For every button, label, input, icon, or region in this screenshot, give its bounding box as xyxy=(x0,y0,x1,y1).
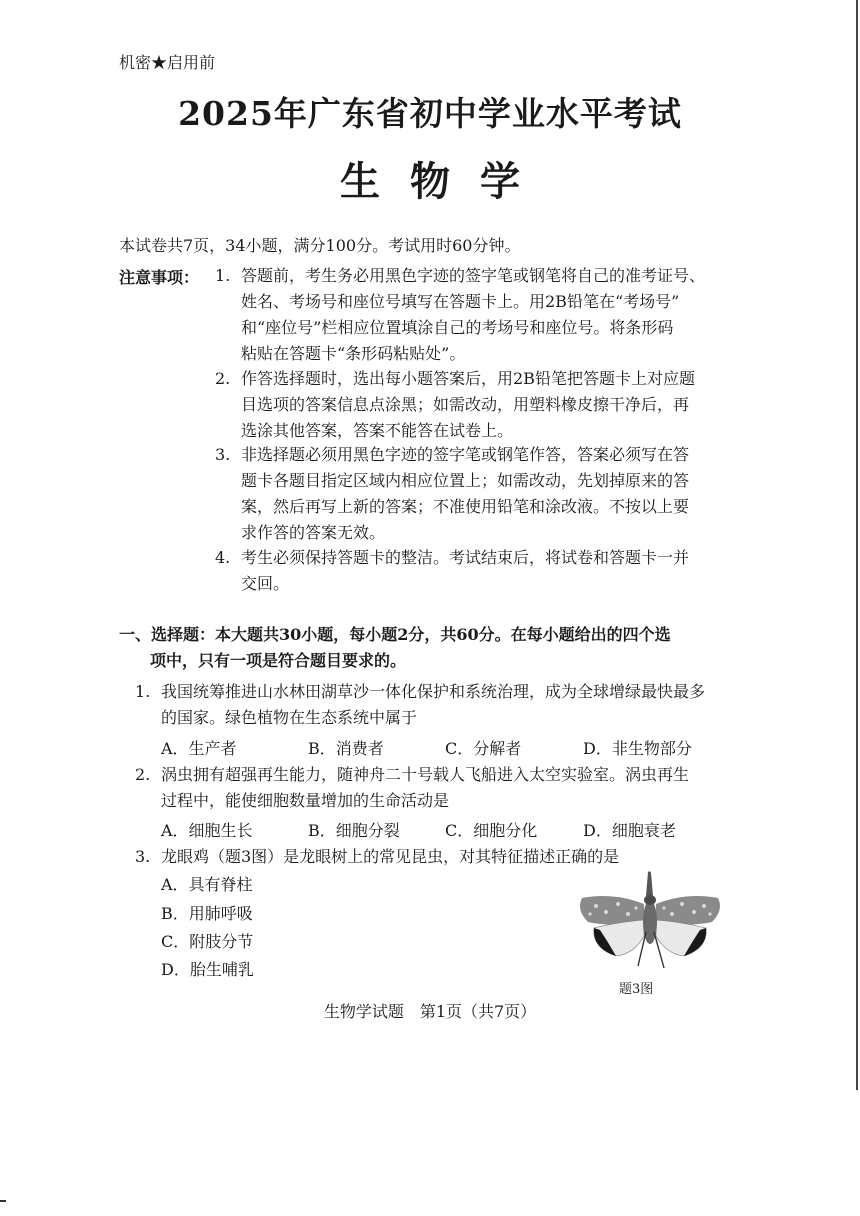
notice-line: 答题前，考生务必用黑色字迹的签字笔或钢笔将自己的准考证号、 xyxy=(241,266,706,285)
notice-line: 目选项的答案信息点涂黑；如需改动，用塑料橡皮擦干净后，再 xyxy=(241,395,690,414)
question-2 xyxy=(135,762,745,814)
question-line: 过程中，能使细胞数量增加的生命活动是 xyxy=(161,791,450,810)
section-heading xyxy=(119,622,749,674)
notice-number: 2. xyxy=(215,369,231,388)
notice-line: 和“座位号”栏相应位置填涂自己的考场号和座位号。将条形码 xyxy=(241,318,674,337)
option-d: D．胎生哺乳 xyxy=(161,960,254,979)
notice-line: 题卡各题目指定区域内相应位置上；如需改动，先划掉原来的答 xyxy=(241,471,690,490)
notice-line: 非选择题必须用黑色字迹的签字笔或钢笔作答，答案必须写在答 xyxy=(241,445,690,464)
scan-edge-line xyxy=(856,0,858,1090)
notice-line: 交回。 xyxy=(241,574,290,593)
notice-item xyxy=(215,263,740,367)
notice-number: 4. xyxy=(215,548,231,567)
question-line: 我国统筹推进山水林田湖草沙一体化保护和系统治理，成为全球增绿最快最多 xyxy=(161,682,706,701)
confidential-label: 机密★启用前 xyxy=(119,53,216,72)
option-b: B．消费者 xyxy=(308,739,384,758)
option-b: B．细胞分裂 xyxy=(308,821,400,840)
notice-line: 求作答的答案无效。 xyxy=(241,523,386,542)
question-number: 2. xyxy=(135,765,151,784)
lantern-bug-icon xyxy=(574,870,726,978)
option-d: D．非生物部分 xyxy=(583,739,692,758)
question-line: 的国家。绿色植物在生态系统中属于 xyxy=(161,708,418,727)
section-heading-line: 一、选择题：本大题共30小题，每小题2分，共60分。在每小题给出的四个选 xyxy=(119,625,671,644)
notice-label: 注意事项： xyxy=(119,268,200,287)
question-3 xyxy=(135,844,745,870)
option-d: D．细胞衰老 xyxy=(583,821,676,840)
option-c: C．细胞分化 xyxy=(445,821,538,840)
exam-intro: 本试卷共7页，34小题，满分100分。考试用时60分钟。 xyxy=(119,236,521,255)
page-footer: 生物学试题 第1页（共7页） xyxy=(323,1002,537,1021)
question-line: 龙眼鸡（题3图）是龙眼树上的常见昆虫，对其特征描述正确的是 xyxy=(161,847,620,866)
question-number: 1. xyxy=(135,682,151,701)
option-c: C．分解者 xyxy=(445,739,522,758)
notice-line: 粘贴在答题卡“条形码粘贴处”。 xyxy=(241,344,466,363)
exam-title: 2025年广东省初中学业水平考试 xyxy=(178,94,682,133)
notice-item xyxy=(215,442,740,546)
option-a: A．生产者 xyxy=(161,739,237,758)
scan-corner-mark xyxy=(0,1200,6,1202)
option-a: A．具有脊柱 xyxy=(161,875,253,894)
subject-title: 生物学 xyxy=(340,158,550,205)
notice-line: 作答选择题时，选出每小题答案后，用2B铅笔把答题卡上对应题 xyxy=(241,369,695,388)
notice-item xyxy=(215,545,740,597)
notice-number: 1. xyxy=(215,266,231,285)
notice-number: 3. xyxy=(215,445,231,464)
notice-line: 考生必须保持答题卡的整洁。考试结束后，将试卷和答题卡一并 xyxy=(241,548,690,567)
option-c: C．附肢分节 xyxy=(161,932,254,951)
notice-line: 姓名、考场号和座位号填写在答题卡上。用2B铅笔在“考场号” xyxy=(241,292,680,311)
option-a: A．细胞生长 xyxy=(161,821,253,840)
question-line: 涡虫拥有超强再生能力，随神舟二十号载人飞船进入太空实验室。涡虫再生 xyxy=(161,765,690,784)
notice-line: 案，然后再写上新的答案；不准使用铅笔和涂改液。不按以上要 xyxy=(241,497,690,516)
section-heading-line: 项中，只有一项是符合题目要求的。 xyxy=(150,651,407,670)
figure-caption: 题3图 xyxy=(619,982,654,997)
notice-line: 选涂其他答案，答案不能答在试卷上。 xyxy=(241,421,514,440)
question-number: 3. xyxy=(135,847,151,866)
notice-item xyxy=(215,366,740,444)
option-b: B．用肺呼吸 xyxy=(161,904,253,923)
question-1 xyxy=(135,679,745,731)
